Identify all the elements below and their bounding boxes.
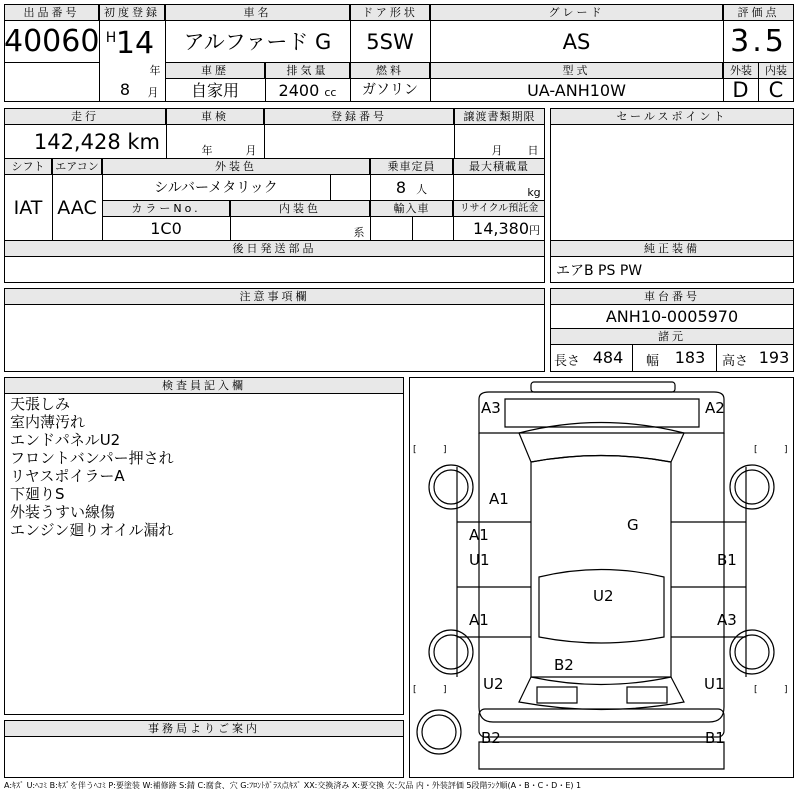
reg-no-label: 登録番号 xyxy=(264,108,454,125)
month-unit: 月 xyxy=(147,86,159,99)
capacity xyxy=(370,176,453,200)
fuel-label: 燃料 xyxy=(350,62,430,79)
transfer-day-unit: 日 xyxy=(527,144,539,157)
mileage-unit: km xyxy=(127,130,160,154)
shift-label: シフト xyxy=(4,158,52,175)
later-parts-label: 後日発送部品 xyxy=(4,240,545,257)
mark-a1-left: A1 xyxy=(469,526,489,544)
shift: IAT xyxy=(13,197,43,219)
remark-line: 室内薄汚れ xyxy=(10,413,86,431)
inspection-label: 車検 xyxy=(166,108,264,125)
door-label: ドア形状 xyxy=(350,4,430,21)
int-color-unit: 系 xyxy=(353,226,365,239)
dims-label: 諸元 xyxy=(550,328,794,345)
era: H xyxy=(105,30,117,46)
import-label: 輸入車 xyxy=(370,200,453,217)
mileage xyxy=(4,126,164,158)
caution-label: 注意事項欄 xyxy=(4,288,545,305)
capacity-unit: 人 xyxy=(416,183,428,196)
inspector-label: 検査員記入欄 xyxy=(4,377,404,394)
svg-text:[: [ xyxy=(413,445,417,455)
transfer-label: 譲渡書類期限 xyxy=(454,108,545,125)
insp-month-unit: 月 xyxy=(245,144,257,157)
int-color-label: 内装色 xyxy=(230,200,370,217)
svg-text:]: ] xyxy=(784,445,788,455)
color-no: 1C0 xyxy=(150,219,182,238)
recycle-value: 14,380 xyxy=(473,219,529,238)
ac: AAC xyxy=(57,197,97,219)
mark-u1-rear: U1 xyxy=(704,675,725,693)
displacement-label: 排気量 xyxy=(265,62,350,79)
length-label: 長さ xyxy=(554,354,581,369)
history-label: 車歴 xyxy=(165,62,265,79)
year-unit: 年 xyxy=(149,64,161,77)
width: 183 xyxy=(674,348,706,367)
insp-year-unit: 年 xyxy=(201,144,213,157)
displacement-unit: cc xyxy=(324,86,337,99)
car-diagram xyxy=(409,377,794,778)
score: 3.5 xyxy=(730,24,787,59)
exterior-score: D xyxy=(732,79,749,102)
height: 193 xyxy=(758,348,790,367)
office-label: 事務局よりご案内 xyxy=(4,720,404,737)
sales-point-label: セールスポイント xyxy=(550,108,794,125)
exterior-label: 外装 xyxy=(723,62,759,79)
mileage-label: 走行 xyxy=(4,108,166,125)
model-label: 型式 xyxy=(430,62,723,79)
displacement xyxy=(265,79,350,102)
inspector-remarks xyxy=(10,395,174,539)
svg-text:]: ] xyxy=(443,445,447,455)
mark-a2-top: A2 xyxy=(705,399,725,417)
recycle-label: リサイクル預託金 xyxy=(453,200,545,217)
remark-line: リヤスポイラーA xyxy=(10,467,125,485)
grade: AS xyxy=(562,30,591,54)
mark-b2-rear: B2 xyxy=(554,656,574,674)
chassis-label: 車台番号 xyxy=(550,288,794,305)
first-reg-year: 14 xyxy=(115,26,155,61)
equipment: エアB PS PW xyxy=(556,263,643,279)
remark-line: 下廻りS xyxy=(10,485,65,503)
mark-a3-top: A3 xyxy=(481,399,501,417)
length: 484 xyxy=(592,348,624,367)
load-unit: kg xyxy=(527,186,541,199)
load-label: 最大積載量 xyxy=(453,158,545,175)
remark-line: 外装うすい線傷 xyxy=(10,503,116,521)
remark-line: フロントバンパー押され xyxy=(10,449,174,467)
width-label: 幅 xyxy=(646,354,660,369)
legend: A:ｷｽﾞ U:ﾍｺﾐ B:ｷｽﾞを伴うﾍｺﾐ P:要塗装 W:補修跡 S:錆 C:腐食、穴 G:ﾌﾛﾝﾄｶﾞﾗｽ点ｷｽﾞ XX:交換済み X:要交換 欠:欠品 内・外装評価 5段階ﾗﾝｸ順(A・B・C・D・E) 1 xyxy=(4,781,582,790)
remark-line: 天張しみ xyxy=(10,395,71,413)
first-reg-month: 8 xyxy=(119,80,131,99)
ac-label: エアコン xyxy=(52,158,102,175)
mark-b1-bottom: B1 xyxy=(705,729,725,747)
svg-text:[: [ xyxy=(754,685,758,695)
svg-text:[: [ xyxy=(754,445,758,455)
ext-color: シルバーメタリック xyxy=(154,180,278,196)
remark-line: エンジン廻りオイル漏れ xyxy=(10,521,174,539)
mark-g: G xyxy=(627,516,639,534)
capacity-value: 8 xyxy=(395,178,406,197)
chassis-no: ANH10-0005970 xyxy=(605,307,739,326)
mileage-value: 142,428 xyxy=(33,130,121,154)
svg-text:[: [ xyxy=(413,685,417,695)
displacement-value: 2400 xyxy=(278,81,320,100)
height-label: 高さ xyxy=(722,354,749,369)
remark-line: エンドパネルU2 xyxy=(10,431,121,449)
model: UA-ANH10W xyxy=(527,81,626,100)
mark-a3-right: A3 xyxy=(717,611,737,629)
svg-text:]: ] xyxy=(443,685,447,695)
mark-b2-bottom: B2 xyxy=(481,729,501,747)
equipment-label: 純正装備 xyxy=(550,240,794,257)
svg-text:]: ] xyxy=(784,685,788,695)
lot-no: 40060 xyxy=(4,24,99,59)
transfer-month-unit: 月 xyxy=(491,144,503,157)
interior-score: C xyxy=(768,79,784,102)
car-name-label: 車名 xyxy=(165,4,350,21)
door-type: 5SW xyxy=(366,30,414,54)
recycle-unit: 円 xyxy=(529,224,540,237)
mark-u1-left: U1 xyxy=(469,551,490,569)
mark-a1-left-rear: A1 xyxy=(469,611,489,629)
lot-no-label: 出品番号 xyxy=(4,4,99,21)
ext-color-label: 外装色 xyxy=(102,158,370,175)
first-reg-label: 初度登録 xyxy=(99,4,165,21)
mark-u2-center: U2 xyxy=(593,587,614,605)
sales-point-box xyxy=(550,108,794,241)
mark-u2-rear: U2 xyxy=(483,675,504,693)
mark-b1-right: B1 xyxy=(717,551,737,569)
capacity-label: 乗車定員 xyxy=(370,158,453,175)
interior-label: 内装 xyxy=(758,62,794,79)
color-no-label: カラーNo. xyxy=(102,200,230,217)
mark-a1-front: A1 xyxy=(489,490,509,508)
fuel: ガソリン xyxy=(362,82,418,98)
grade-label: グレード xyxy=(430,4,723,21)
recycle xyxy=(453,218,543,240)
score-label: 評価点 xyxy=(723,4,794,21)
car-name: アルファード G xyxy=(183,30,332,54)
history: 自家用 xyxy=(190,81,239,100)
